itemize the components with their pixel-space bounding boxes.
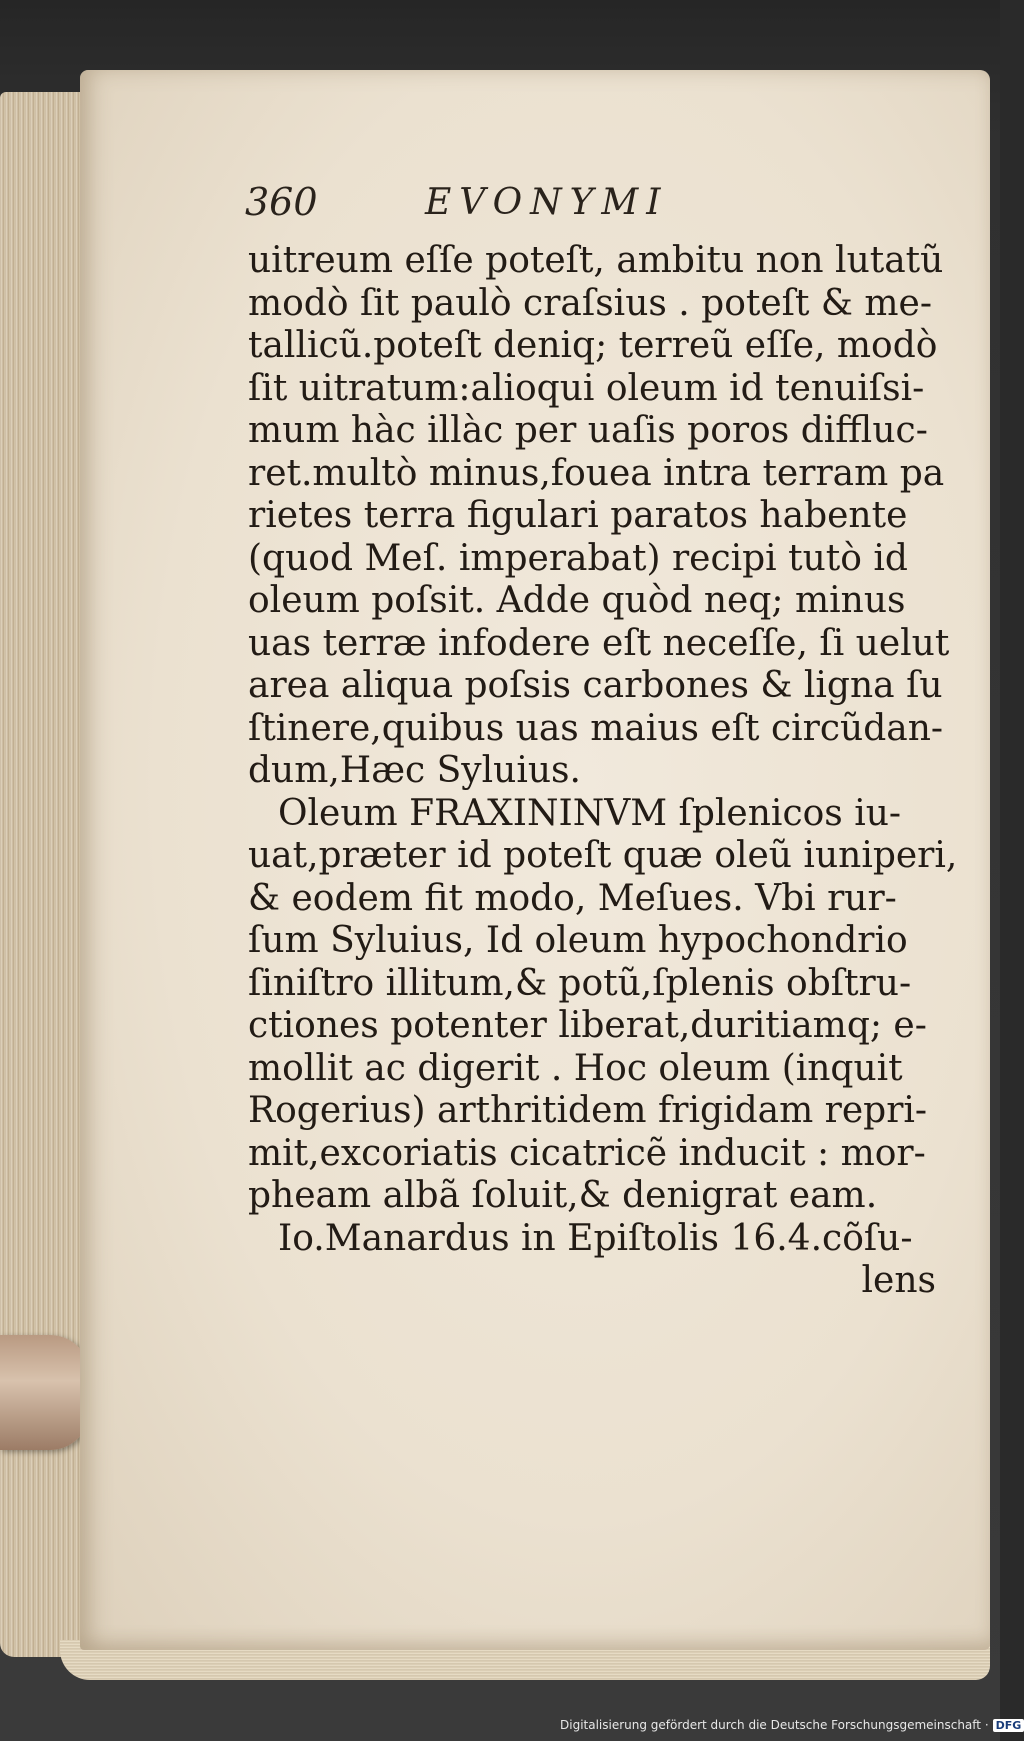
text-line: uas terræ infodere eſt neceſſe, ſi uelut: [248, 622, 950, 664]
text-line: mum hàc illàc per uaſis poros diffluc-: [248, 410, 928, 451]
text-line-paragraph-start: Oleum FRAXININVM ſplenicos iu-: [278, 792, 902, 834]
running-head: [245, 180, 765, 240]
text-line: oleum poſsit. Adde quòd neq; minus: [248, 580, 906, 621]
text-line: mit,excoriatis cicatricẽ inducit : mor-: [248, 1132, 926, 1174]
text-line: area aliqua poſsis carbones & ligna ſu: [248, 665, 943, 706]
text-line: ſiniſtro illitum,& potũ,ſplenis obſtru-: [248, 962, 912, 1004]
text-line: tallicũ.poteſt deniq; terreũ eſſe, modò: [248, 325, 938, 366]
text-line: ſit uitratum:alioqui oleum id tenuiſsi-: [248, 367, 925, 409]
credit-text: Digitalisierung gefördert durch die Deutsche Forschungsgemeinschaft ·: [560, 1718, 989, 1732]
text-line: rietes terra figulari paratos habente: [248, 495, 908, 536]
running-title: EVONYMI: [425, 182, 669, 223]
text-line: ſtinere,quibus uas maius eſt circũdan-: [248, 707, 944, 749]
text-line: uitreum eſſe poteſt, ambitu non lutatũ: [248, 240, 944, 281]
dfg-logo: DFG: [993, 1719, 1024, 1732]
text-line: uat,præter id poteſt quæ oleũ iuniperi,: [248, 835, 958, 876]
text-line-paragraph-start: Io.Manardus in Epiſtolis 16.4.cõſu-: [278, 1217, 913, 1259]
text-line: & eodem fit modo, Meſues. Vbi rur-: [248, 877, 897, 919]
text-line: pheam albã ſoluit,& denigrat eam.: [248, 1175, 878, 1216]
text-line: ctiones potenter liberat,duritiamq; e-: [248, 1005, 927, 1046]
text-line: (quod Meſ. imperabat) recipi tutò id: [248, 537, 908, 579]
text-line: modò ſit paulò craſsius . poteſt & me-: [248, 282, 932, 324]
catchword: lens: [861, 1260, 936, 1301]
text-line: mollit ac digerit . Hoc oleum (inquit: [248, 1047, 903, 1089]
text-line: ſum Syluius, Id oleum hypochondrio: [248, 920, 908, 961]
text-line: ret.multò minus,fouea intra terram pa: [248, 452, 945, 494]
body-text: [248, 240, 958, 1303]
text-line: Rogerius) arthritidem frigidam repri-: [248, 1090, 928, 1131]
page-number: 360: [245, 180, 318, 224]
digitization-credit: [560, 1718, 1022, 1736]
text-line: dum,Hæc Syluius.: [248, 750, 581, 791]
book-clasp: [0, 1335, 90, 1450]
